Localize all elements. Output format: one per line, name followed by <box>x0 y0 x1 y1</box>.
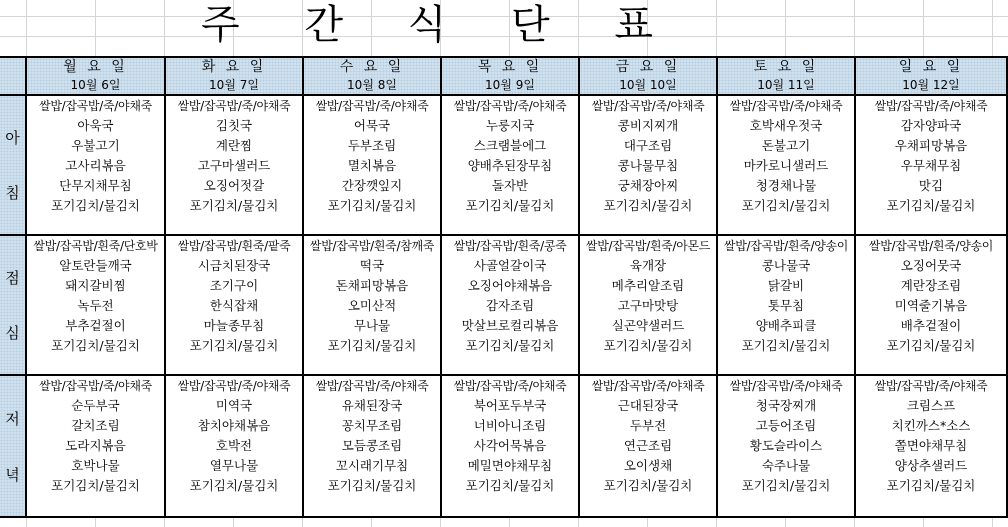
menu-item: 포기김치/물김치 <box>741 478 831 493</box>
menu-item: 스크램블에그 <box>473 138 547 153</box>
menu-cell <box>580 236 718 376</box>
day-header <box>166 58 304 96</box>
menu-item: 포기김치/물김치 <box>51 338 140 353</box>
menu-item: 배추겉절이 <box>900 318 962 333</box>
menu-item: 고구마샐러드 <box>197 158 271 173</box>
menu-item: 조기구이 <box>209 278 259 293</box>
menu-cell <box>27 376 166 518</box>
day-name: 화 요 일 <box>201 59 267 75</box>
menu-item: 고사리볶음 <box>65 158 126 173</box>
menu-item: 연근조림 <box>623 438 673 453</box>
menu-cell <box>856 376 1008 518</box>
menu-item: 우채피망볶음 <box>894 138 968 153</box>
day-header <box>856 58 1008 96</box>
day-header <box>718 58 856 96</box>
menu-item: 양배추피클 <box>755 318 817 333</box>
menu-item: 미역줄기볶음 <box>894 298 968 313</box>
menu-item: 돈불고기 <box>761 138 811 153</box>
menu-item: 계란찜 <box>215 138 253 153</box>
menu-item: 멸치볶음 <box>347 158 397 173</box>
day-name: 일 요 일 <box>898 59 964 75</box>
day-date: 10월 10일 <box>619 78 677 92</box>
menu-item: 메밀면야채무침 <box>467 458 553 473</box>
menu-item: 감자양파국 <box>900 118 962 133</box>
menu-item: 대구조림 <box>623 138 673 153</box>
menu-item: 돌자반 <box>491 178 529 193</box>
menu-item: 오징어뭇국 <box>900 258 962 273</box>
menu-cell <box>304 236 442 376</box>
menu-cell <box>856 236 1008 376</box>
menu-item: 숙주나물 <box>761 458 811 473</box>
menu-item: 쌀밥/잡곡밥/죽/야채죽 <box>453 99 567 113</box>
menu-cell <box>580 96 718 236</box>
menu-item: 고등어조림 <box>755 418 817 433</box>
day-date: 10월 8일 <box>347 78 397 92</box>
menu-item: 갈치조림 <box>71 418 120 433</box>
menu-item: 궁채장아찌 <box>617 178 679 193</box>
day-header <box>580 58 718 96</box>
menu-item: 어묵국 <box>353 118 391 133</box>
menu-item: 쌀밥/잡곡밥/흰죽/콩죽 <box>453 239 567 253</box>
day-name: 목 요 일 <box>477 59 543 75</box>
menu-cell <box>718 376 856 518</box>
menu-cell <box>166 96 304 236</box>
meal-label-char: 아 <box>5 129 20 147</box>
menu-cell <box>442 236 580 376</box>
menu-item: 우불고기 <box>71 138 120 153</box>
menu-cell <box>166 376 304 518</box>
menu-item: 육개장 <box>629 258 667 273</box>
menu-item: 두부전 <box>629 418 667 433</box>
page-title: 주 간 식 단 표 <box>200 2 680 48</box>
menu-cell <box>27 236 166 376</box>
menu-item: 황도슬라이스 <box>749 438 823 453</box>
menu-item: 쌀밥/잡곡밥/죽/야채죽 <box>177 99 291 113</box>
meal-label <box>0 236 27 376</box>
menu-item: 순두부국 <box>71 398 120 413</box>
menu-item: 호박새우젓국 <box>749 118 823 133</box>
menu-item: 누룽지국 <box>485 118 535 133</box>
menu-item: 유채된장국 <box>341 398 403 413</box>
menu-item: 콩비지찌개 <box>617 118 679 133</box>
menu-item: 포기김치/물김치 <box>603 198 693 213</box>
menu-item: 마카로니샐러드 <box>743 158 829 173</box>
menu-item: 쌀밥/잡곡밥/죽/야채죽 <box>177 379 291 393</box>
menu-item: 단무지채무침 <box>59 178 132 193</box>
menu-item: 너비아니조림 <box>473 418 547 433</box>
menu-cell <box>580 376 718 518</box>
day-header <box>442 58 580 96</box>
menu-item: 포기김치/물김치 <box>465 478 555 493</box>
menu-item: 알토란들깨국 <box>59 258 132 273</box>
menu-item: 쌀밥/잡곡밥/죽/야채죽 <box>315 379 429 393</box>
menu-item: 김칫국 <box>215 118 253 133</box>
meal-label-char: 침 <box>5 184 20 202</box>
menu-cell <box>166 236 304 376</box>
menu-cell <box>718 96 856 236</box>
menu-item: 톳무침 <box>767 298 805 313</box>
menu-item: 간장깻잎지 <box>341 178 403 193</box>
day-date: 10월 7일 <box>209 78 259 92</box>
menu-item: 맛김 <box>918 178 944 193</box>
menu-item: 포기김치/물김치 <box>886 338 976 353</box>
menu-cell <box>304 96 442 236</box>
day-name: 토 요 일 <box>753 59 819 75</box>
menu-item: 오징어야채볶음 <box>467 278 553 293</box>
menu-cell <box>718 236 856 376</box>
menu-item: 포기김치/물김치 <box>51 198 140 213</box>
menu-item: 쌀밥/잡곡밥/죽/야채죽 <box>315 99 429 113</box>
day-date: 10월 9일 <box>485 78 535 92</box>
day-date: 10월 6일 <box>70 78 121 92</box>
menu-item: 미역국 <box>215 398 253 413</box>
menu-item: 떡국 <box>359 258 385 273</box>
menu-item: 포기김치/물김치 <box>327 338 417 353</box>
menu-item: 우무채무침 <box>900 158 962 173</box>
menu-item: 포기김치/물김치 <box>465 338 555 353</box>
meal-label-char: 심 <box>5 324 20 342</box>
day-name: 금 요 일 <box>615 59 681 75</box>
menu-item: 사각어묵볶음 <box>473 438 547 453</box>
menu-cell <box>856 96 1008 236</box>
menu-item: 꼬시래기무침 <box>335 458 409 473</box>
menu-item: 쌀밥/잡곡밥/죽/야채죽 <box>874 379 988 393</box>
menu-item: 쌀밥/잡곡밥/죽/야채죽 <box>39 379 152 393</box>
day-header <box>304 58 442 96</box>
meal-label <box>0 96 27 236</box>
menu-item: 포기김치/물김치 <box>189 198 279 213</box>
menu-cell <box>442 96 580 236</box>
menu-item: 쌀밥/잡곡밥/죽/야채죽 <box>39 99 152 113</box>
menu-item: 녹두전 <box>77 298 114 313</box>
menu-item: 쌀밥/잡곡밥/흰죽/아몬드 <box>585 239 711 253</box>
menu-item: 한식잡채 <box>209 298 259 313</box>
menu-item: 닭갈비 <box>767 278 805 293</box>
menu-item: 포기김치/물김치 <box>327 478 417 493</box>
menu-cell <box>27 96 166 236</box>
menu-item: 쌀밥/잡곡밥/죽/야채죽 <box>591 99 705 113</box>
menu-item: 부추겉절이 <box>65 318 126 333</box>
menu-item: 청경채나물 <box>755 178 817 193</box>
meal-label <box>0 376 27 518</box>
menu-item: 메추리알조림 <box>611 278 685 293</box>
table-corner <box>0 58 27 96</box>
menu-item: 꽁치무조림 <box>341 418 403 433</box>
menu-item: 포기김치/물김치 <box>886 198 976 213</box>
menu-item: 쌀밥/잡곡밥/죽/야채죽 <box>729 379 843 393</box>
menu-item: 쌀밥/잡곡밥/죽/야채죽 <box>591 379 705 393</box>
menu-item: 포기김치/물김치 <box>51 478 140 493</box>
menu-item: 참치야채볶음 <box>197 418 271 433</box>
menu-item: 열무나물 <box>209 458 259 473</box>
menu-item: 실곤약샐러드 <box>611 318 685 333</box>
menu-item: 콩나물무침 <box>617 158 679 173</box>
meal-label-char: 점 <box>5 269 20 287</box>
meal-label-char: 저 <box>5 409 20 428</box>
menu-item: 아욱국 <box>77 118 114 133</box>
menu-item: 고구마맛탕 <box>617 298 679 313</box>
menu-item: 크림스프 <box>906 398 956 413</box>
weekly-menu-table <box>0 56 1008 516</box>
menu-item: 오미산적 <box>347 298 397 313</box>
day-name: 월 요 일 <box>63 59 128 75</box>
menu-item: 돈채피망볶음 <box>335 278 409 293</box>
day-date: 10월 12일 <box>902 78 960 92</box>
menu-item: 마늘종무침 <box>203 318 265 333</box>
menu-cell <box>442 376 580 518</box>
menu-item: 오이생채 <box>623 458 673 473</box>
day-date: 10월 11일 <box>757 78 815 92</box>
menu-item: 무나물 <box>353 318 391 333</box>
menu-item: 포기김치/물김치 <box>741 198 831 213</box>
menu-item: 감자조림 <box>485 298 535 313</box>
menu-item: 쌀밥/잡곡밥/흰죽/양송이 <box>868 239 994 253</box>
menu-item: 쌀밥/잡곡밥/죽/야채죽 <box>729 99 843 113</box>
menu-item: 포기김치/물김치 <box>189 338 279 353</box>
menu-item: 두부조림 <box>347 138 397 153</box>
menu-item: 사골얼갈이국 <box>473 258 547 273</box>
menu-item: 도라지볶음 <box>65 438 126 453</box>
menu-item: 쫄면야채무침 <box>894 438 968 453</box>
menu-item: 양상추샐러드 <box>894 458 968 473</box>
day-header <box>27 58 166 96</box>
menu-item: 청국장찌개 <box>755 398 817 413</box>
menu-item: 포기김치/물김치 <box>327 198 417 213</box>
menu-item: 쌀밥/잡곡밥/죽/야채죽 <box>874 99 988 113</box>
menu-item: 시금치된장국 <box>197 258 271 273</box>
menu-item: 포기김치/물김치 <box>886 478 976 493</box>
day-name: 수 요 일 <box>339 59 405 75</box>
menu-item: 계란장조림 <box>900 278 962 293</box>
menu-item: 모듬콩조림 <box>341 438 403 453</box>
menu-item: 포기김치/물김치 <box>603 338 693 353</box>
menu-item: 포기김치/물김치 <box>465 198 555 213</box>
menu-item: 쌀밥/잡곡밥/흰죽/양송이 <box>723 239 849 253</box>
menu-cell <box>304 376 442 518</box>
menu-item: 양배추된장무침 <box>467 158 553 173</box>
menu-item: 근대된장국 <box>617 398 679 413</box>
menu-item: 쌀밥/잡곡밥/흰죽/팥죽 <box>177 239 291 253</box>
menu-item: 돼지갈비찜 <box>65 278 126 293</box>
menu-item: 포기김치/물김치 <box>603 478 693 493</box>
menu-item: 치킨까스*소스 <box>891 418 971 433</box>
menu-item: 호박나물 <box>71 458 120 473</box>
menu-item: 포기김치/물김치 <box>741 338 831 353</box>
menu-item: 오징어젓갈 <box>203 178 265 193</box>
menu-item: 쌀밥/잡곡밥/흰죽/단호박 <box>33 239 158 253</box>
menu-item: 호박전 <box>215 438 253 453</box>
menu-item: 쌀밥/잡곡밥/흰죽/참깨죽 <box>309 239 435 253</box>
meal-label-char: 녁 <box>5 465 20 484</box>
menu-item: 북어포두부국 <box>473 398 547 413</box>
menu-item: 콩나물국 <box>761 258 811 273</box>
menu-item: 쌀밥/잡곡밥/죽/야채죽 <box>453 379 567 393</box>
menu-item: 포기김치/물김치 <box>189 478 279 493</box>
menu-item: 맛살브로컬리볶음 <box>461 318 559 333</box>
